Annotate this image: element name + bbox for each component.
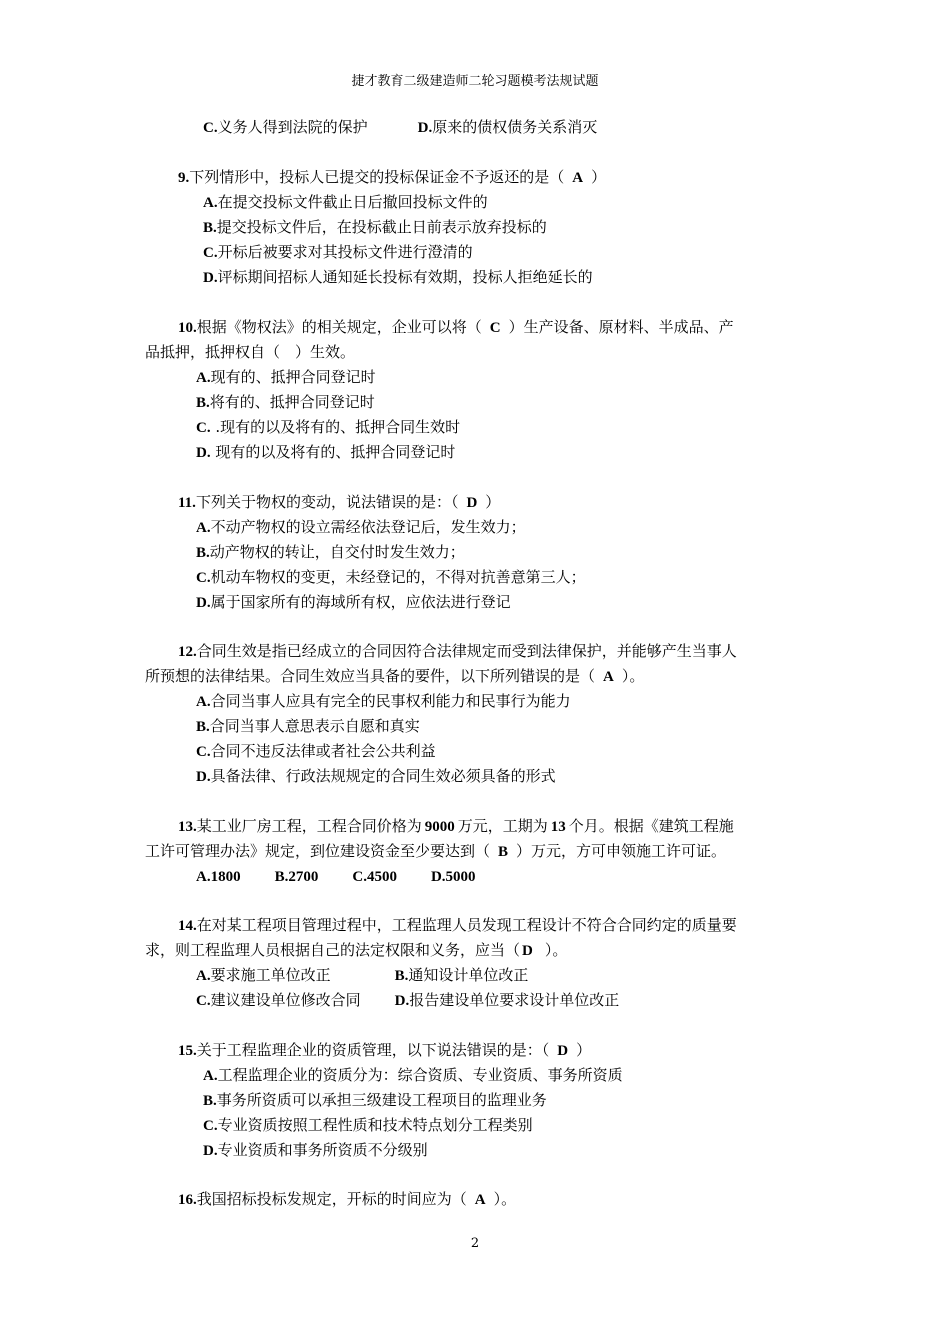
text-span: 在提交投标文件截止日后撤回投标文件的 (217, 193, 488, 211)
text-span: 9000 (424, 819, 455, 835)
question-13-option-c: C.4500 (352, 869, 397, 885)
text-span: 13 (550, 819, 566, 835)
text-span: 通知设计单位改正 (408, 966, 529, 984)
text-span: ）。 (493, 1190, 517, 1208)
text-span: ） (485, 493, 501, 511)
question-16-stem (178, 1192, 516, 1210)
text-span: ） (591, 168, 607, 186)
text-span: 事务所资质可以承担三级建设工程项目的监理业务 (216, 1091, 547, 1109)
text-span: 建议建设单位修改合同 (210, 991, 361, 1009)
text-span: 评标期间招标人通知延长投标有效期，投标人拒绝延长的 (217, 268, 593, 286)
question-13-stem-line2 (145, 844, 726, 862)
text-span: 在对某工程项目管理过程中，工程监理人员发现工程设计不符合合同约定的质量要 (196, 916, 737, 934)
text-span: D. (394, 993, 410, 1009)
question-13-stem (178, 819, 734, 837)
text-span: 机动车物权的变更，未经登记的，不得对抗善意第三人； (210, 568, 586, 586)
text-span: A. (196, 694, 211, 710)
question-12-option-d (196, 769, 556, 787)
text-span: B. (196, 719, 210, 735)
answer-badge: A (603, 669, 614, 685)
text-span: 将有的、抵押合同登记时 (209, 393, 375, 411)
question-10-option-b (196, 395, 375, 413)
text-span: 11. (178, 495, 196, 511)
question-11-option-d (196, 595, 511, 613)
text-span: 义务人得到法院的保护 (217, 118, 368, 136)
question-12-option-a (196, 694, 571, 712)
text-span: 13. (178, 819, 197, 835)
question-13-option-b: B.2700 (274, 869, 319, 885)
question-10-stem-line2: 品抵押，抵押权自（ ）生效。 (145, 343, 356, 361)
question-11-option-a (196, 520, 526, 538)
text-span: C. (203, 120, 218, 136)
answer-badge: D (522, 943, 533, 959)
text-span: 动产物权的转让，自交付时发生效力； (209, 543, 465, 561)
text-span: ）。 (621, 667, 645, 685)
question-10-stem (178, 320, 734, 338)
question-13-options (196, 869, 476, 887)
text-span: 15. (178, 1043, 197, 1059)
question-9-option-d (203, 270, 593, 288)
text-span: 14. (178, 918, 197, 934)
text-span: 某工业厂房工程，工程合同价格为 (196, 817, 422, 835)
question-13-option-d: D.5000 (430, 869, 476, 885)
text-span: A. (196, 520, 211, 536)
question-14-options-cd (196, 993, 619, 1011)
question-12-option-b (196, 719, 420, 737)
question-8-options-cd (203, 120, 597, 138)
answer-badge: B (498, 844, 509, 860)
question-9-option-c (203, 245, 473, 263)
text-span: 合同当事人应具有完全的民事权利能力和民事行为能力 (210, 692, 571, 710)
answer-badge: D (466, 495, 478, 511)
text-span: 属于国家所有的海域所有权，应依法进行登记 (210, 593, 511, 611)
text-span: 不动产物权的设立需经依法登记后，发生效力； (210, 518, 526, 536)
question-12-stem (178, 644, 737, 662)
text-span: 专业资质和事务所资质不分级别 (217, 1141, 428, 1159)
question-9-option-a (203, 195, 488, 213)
question-10-option-c (196, 420, 460, 438)
answer-badge: D (557, 1043, 569, 1059)
text-span: 现有的以及将有的、抵押合同登记时 (210, 443, 456, 461)
text-span: ） (576, 1041, 592, 1059)
text-span: ）生产设备、原材料、半成品、产 (508, 318, 734, 336)
text-span: 9. (178, 170, 190, 186)
text-span: 我国招标投标发规定，开标的时间应为（ (196, 1190, 467, 1208)
question-15-option-b (203, 1093, 547, 1111)
text-span: 所预想的法律结果。合同生效应当具备的要件，以下所列错误的是（ (145, 667, 596, 685)
text-span: 关于工程监理企业的资质管理，以下说法错误的是：（ (196, 1041, 550, 1059)
question-14-stem (178, 918, 737, 936)
page-header: 捷才教育二级建造师二轮习题模考法规试题 (351, 74, 599, 89)
text-span: C. (196, 570, 211, 586)
text-span: 要求施工单位改正 (210, 966, 331, 984)
text-span: B. (203, 1093, 217, 1109)
text-span: 合同不违反法律或者社会公共利益 (210, 742, 436, 760)
text-span: ）。 (544, 941, 568, 959)
text-span: D. (196, 445, 211, 461)
answer-badge: A (572, 170, 584, 186)
text-span: C. (203, 1118, 218, 1134)
question-11-option-c (196, 570, 586, 588)
text-span: 合同生效是指已经成立的合同因符合法律规定而受到法律保护，并能够产生当事人 (196, 642, 737, 660)
text-span: 专业资质按照工程性质和技术特点划分工程类别 (217, 1116, 533, 1134)
question-15-option-a (203, 1068, 623, 1086)
text-span: 根据《物权法》的相关规定，企业可以将（ (196, 318, 482, 336)
text-span: ）万元，方可申领施工许可证。 (516, 842, 727, 860)
text-span: 求，则工程监理人员根据自己的法定权限和义务，应当（ (145, 941, 521, 959)
question-15-option-d (203, 1143, 428, 1161)
text-span: A. (196, 370, 211, 386)
text-span: 提交投标文件后，在投标截止日前表示放弃投标的 (216, 218, 547, 236)
question-12-stem-line2 (145, 669, 644, 687)
page-number: 2 (470, 1236, 480, 1251)
text-span: C. (196, 744, 211, 760)
text-span: 具备法律、行政法规规定的合同生效必须具备的形式 (210, 767, 556, 785)
text-span: B. (196, 545, 210, 561)
text-span: .现有的以及将有的、抵押合同生效时 (210, 418, 461, 436)
text-span: 10. (178, 320, 197, 336)
text-span: 工许可管理办法》规定，到位建设资金至少要达到（ (145, 842, 491, 860)
question-9-stem (178, 170, 606, 188)
text-span: D. (196, 595, 211, 611)
question-15-stem (178, 1043, 591, 1061)
text-span: 16. (178, 1192, 197, 1208)
text-span: 报告建设单位要求设计单位改正 (409, 991, 620, 1009)
question-9-option-b (203, 220, 547, 238)
text-span: C. (196, 420, 211, 436)
text-span: 12. (178, 644, 197, 660)
text-span: D. (203, 270, 218, 286)
question-11-option-b (196, 545, 465, 563)
question-14-stem-line2 (145, 943, 567, 961)
question-14-options-ab (196, 968, 528, 986)
answer-badge: C (489, 320, 501, 336)
text-span: 下列情形中，投标人已提交的投标保证金不予返还的是（ (189, 168, 565, 186)
text-span: 现有的、抵押合同登记时 (210, 368, 376, 386)
text-span: A. (203, 1068, 218, 1084)
question-10-option-a (196, 370, 376, 388)
answer-badge: A (474, 1192, 486, 1208)
text-span: C. (203, 245, 218, 261)
text-span: D. (196, 769, 211, 785)
text-span: B. (394, 968, 409, 984)
text-span: B. (196, 395, 210, 411)
text-span: 下列关于物权的变动，说法错误的是：（ (195, 493, 459, 511)
text-span: D. (417, 120, 433, 136)
question-10-option-d (196, 445, 455, 463)
question-15-option-c (203, 1118, 533, 1136)
question-13-option-a: A.1800 (196, 869, 241, 885)
text-span: 个月。根据《建筑工程施 (568, 817, 734, 835)
text-span: 工程监理企业的资质分为：综合资质、专业资质、事务所资质 (217, 1066, 623, 1084)
text-span: C. (196, 993, 211, 1009)
text-span: B. (203, 220, 217, 236)
text-span: D. (203, 1143, 218, 1159)
text-span: 合同当事人意思表示自愿和真实 (209, 717, 420, 735)
text-span: 原来的债权债务关系消灭 (432, 118, 598, 136)
text-span: 万元，工期为 (457, 817, 548, 835)
text-span: 开标后被要求对其投标文件进行澄清的 (217, 243, 473, 261)
text-span: A. (196, 968, 211, 984)
question-12-option-c (196, 744, 436, 762)
text-span: A. (203, 195, 218, 211)
question-11-stem (178, 495, 500, 513)
